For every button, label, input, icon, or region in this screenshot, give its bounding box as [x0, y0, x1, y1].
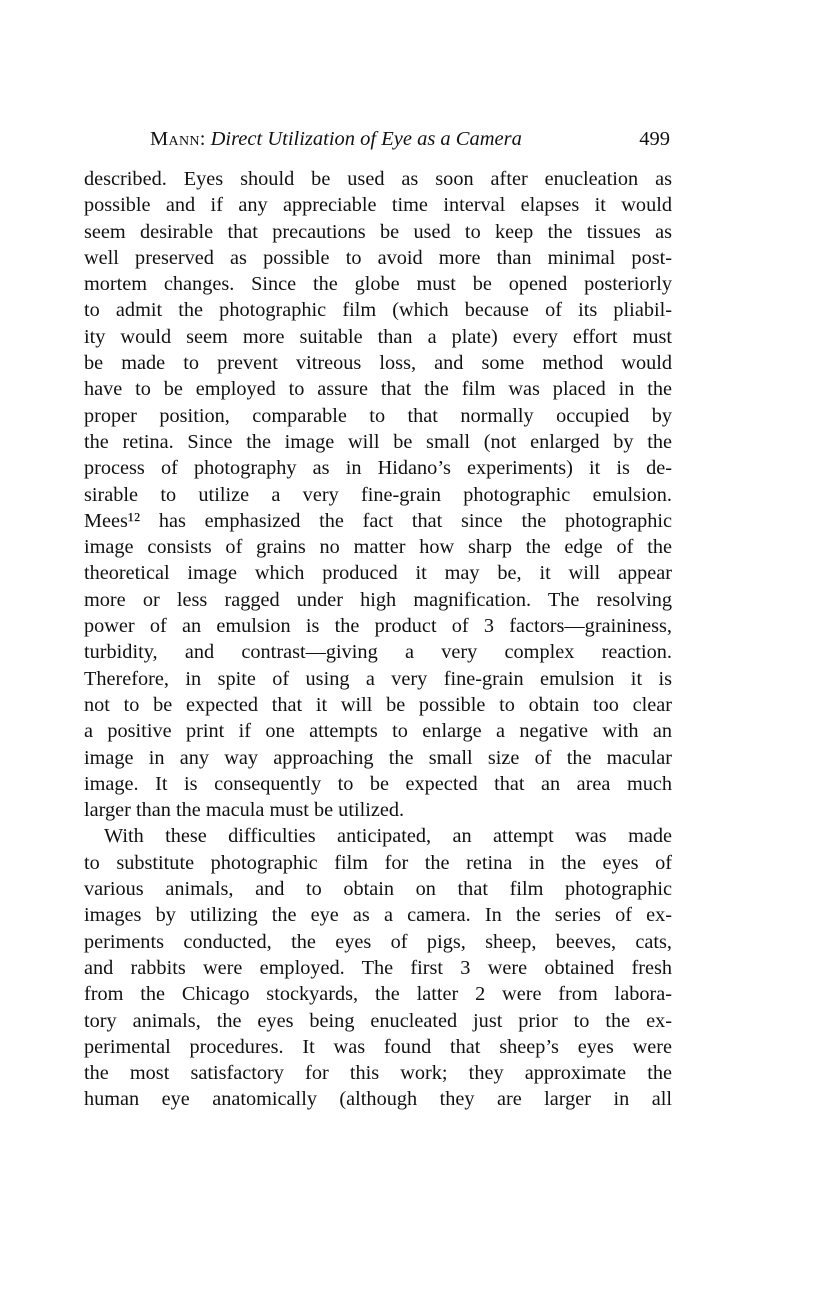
text-line: With these difficulties anticipated, an attempt was made [104, 825, 672, 848]
text-line: larger than the macula must be utilized. [84, 799, 405, 822]
text-line: have to be employed to assure that the film was placed in the [84, 378, 672, 401]
text-line: to admit the photographic film (which because of its pliabil- [84, 299, 672, 322]
text-line: the retina. Since the image will be small (not enlarged by the [84, 430, 672, 453]
text-line: not to be expected that it will be possible to obtain too clear [84, 693, 672, 716]
text-line: ity would seem more suitable than a plate) every effort must [84, 325, 672, 348]
text-line: well preserved as possible to avoid more than minimal post- [84, 246, 672, 269]
text-line: and rabbits were employed. The first 3 were obtained fresh [84, 956, 672, 979]
paragraph [84, 166, 672, 823]
text-line: mortem changes. Since the globe must be opened posteriorly [84, 273, 672, 296]
page-number: 499 [639, 128, 670, 150]
text-line: periments conducted, the eyes of pigs, sheep, beeves, cats, [84, 930, 672, 953]
text-line: turbidity, and contrast—giving a very complex reaction. [84, 641, 672, 664]
text-line: image. It is consequently to be expected that an area much [84, 772, 672, 795]
running-head [150, 124, 670, 154]
text-line: Mees¹² has emphasized the fact that since the photographic [84, 509, 672, 532]
text-line: proper position, comparable to that normally occupied by [84, 404, 672, 427]
paragraph [84, 823, 672, 1112]
text-line: seem desirable that precautions be used to keep the tissues as [84, 220, 672, 243]
text-line: be made to prevent vitreous loss, and some method would [84, 352, 672, 375]
text-line: from the Chicago stockyards, the latter 2 were from labora- [84, 983, 672, 1006]
text-line: possible and if any appreciable time interval elapses it would [84, 194, 672, 217]
running-head-separator: : [199, 128, 211, 150]
body-text [84, 166, 672, 1113]
text-line: tory animals, the eyes being enucleated just prior to the ex- [84, 1009, 672, 1032]
text-line: image consists of grains no matter how sharp the edge of the [84, 536, 672, 559]
text-line: a positive print if one attempts to enlarge a negative with an [84, 720, 672, 743]
text-line: Therefore, in spite of using a very fine-grain emulsion it is [84, 667, 672, 690]
text-line: process of photography as in Hidano’s experiments) it is de- [84, 457, 672, 480]
text-line: sirable to utilize a very fine-grain photographic emulsion. [84, 483, 672, 506]
text-line: more or less ragged under high magnification. The resolving [84, 588, 672, 611]
running-head-title: Direct Utilization of Eye as a Camera [210, 128, 522, 150]
text-line: to substitute photographic film for the retina in the eyes of [84, 851, 672, 874]
text-line: power of an emulsion is the product of 3 factors—graininess, [84, 615, 672, 638]
text-line: image in any way approaching the small size of the macular [84, 746, 672, 769]
text-line: theoretical image which produced it may be, it will appear [84, 562, 672, 585]
text-line: human eye anatomically (although they are larger in all [84, 1088, 672, 1111]
running-head-author: Mann [150, 128, 200, 150]
text-line: images by utilizing the eye as a camera. In the series of ex- [84, 904, 672, 927]
text-line: the most satisfactory for this work; they approximate the [84, 1062, 672, 1085]
text-line: perimental procedures. It was found that sheep’s eyes were [84, 1035, 672, 1058]
text-line: described. Eyes should be used as soon after enucleation as [84, 168, 672, 190]
text-line: various animals, and to obtain on that film photographic [84, 878, 672, 901]
